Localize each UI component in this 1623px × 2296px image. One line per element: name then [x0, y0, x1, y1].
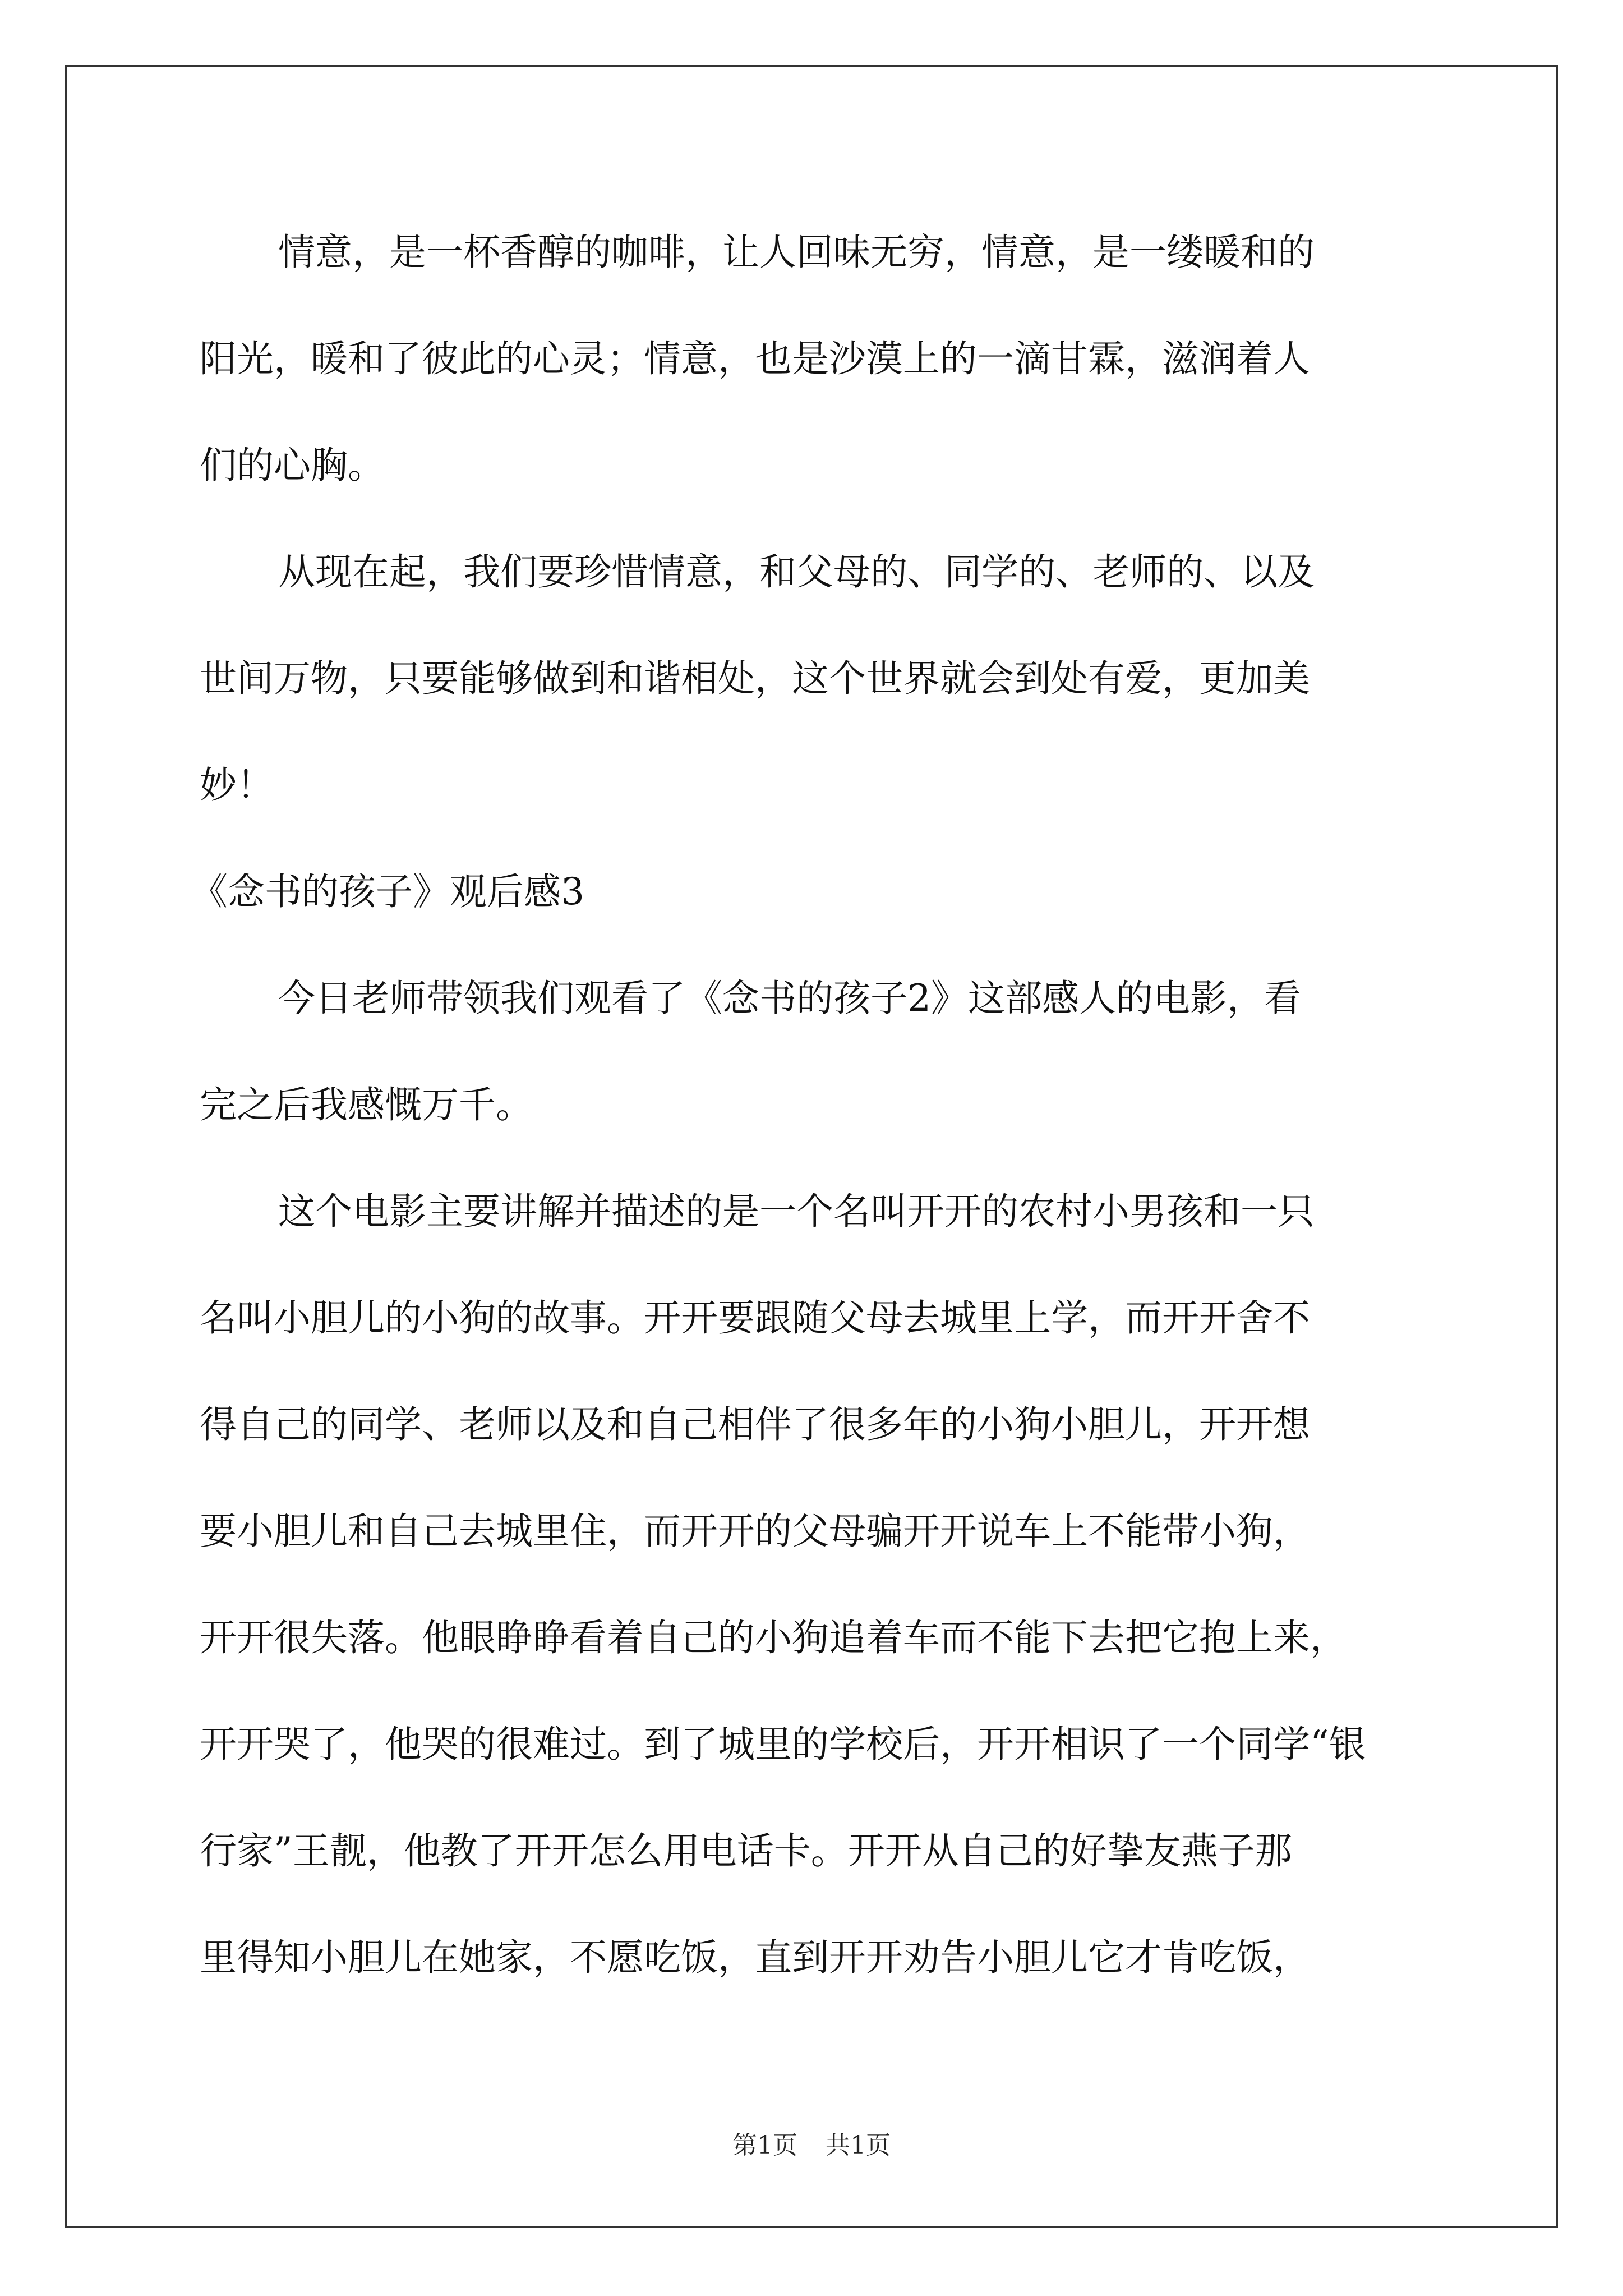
- paragraph: [200, 1178, 1428, 2031]
- paragraph: [200, 539, 1428, 858]
- page-footer: [0, 2129, 1623, 2162]
- text-line: 妙！: [200, 763, 274, 807]
- page-total: 共1页: [826, 2131, 891, 2160]
- section-title: 《念书的孩子》观后感3: [191, 870, 584, 913]
- text-line: 这个电影主要讲解并描述的是一个名叫开开的农村小男孩和一只: [278, 1190, 1315, 1233]
- text-line: 从现在起，我们要珍惜情意，和父母的、同学的、老师的、以及: [278, 550, 1315, 593]
- document-body: [191, 219, 1428, 2031]
- text-line: 里得知小胆儿在她家，不愿吃饭，直到开开劝告小胆儿它才肯吃饭，: [200, 1936, 1310, 1979]
- text-line: 开开很失落。他眼睁睁看着自己的小狗追着车而不能下去把它抱上来，: [200, 1616, 1347, 1659]
- text-line: 行家”王靓，他教了开开怎么用电话卡。开开从自己的好挚友燕子那: [200, 1829, 1292, 1872]
- text-line: 名叫小胆儿的小狗的故事。开开要跟随父母去城里上学，而开开舍不: [200, 1296, 1310, 1340]
- paragraph: [200, 219, 1428, 539]
- page-number: 第1页: [732, 2131, 797, 2160]
- text-line: 情意，是一杯香醇的咖啡，让人回味无穷，情意，是一缕暖和的: [278, 231, 1315, 274]
- text-line: 开开哭了，他哭的很难过。到了城里的学校后，开开相识了一个同学“银: [200, 1723, 1366, 1766]
- text-line: 阳光，暖和了彼此的心灵；情意，也是沙漠上的一滴甘霖，滋润着人: [200, 337, 1310, 380]
- text-line: 们的心胸。: [200, 444, 385, 487]
- paragraph: [200, 965, 1428, 1178]
- text-line: 要小胆儿和自己去城里住，而开开的父母骗开开说车上不能带小狗，: [200, 1510, 1310, 1553]
- text-line: 世间万物，只要能够做到和谐相处，这个世界就会到处有爱，更加美: [200, 657, 1310, 700]
- text-line: 得自己的同学、老师以及和自己相伴了很多年的小狗小胆儿，开开想: [200, 1403, 1310, 1446]
- text-line: 今日老师带领我们观看了《念书的孩子2》这部感人的电影，看: [278, 977, 1301, 1020]
- text-line: 完之后我感慨万千。: [200, 1083, 533, 1126]
